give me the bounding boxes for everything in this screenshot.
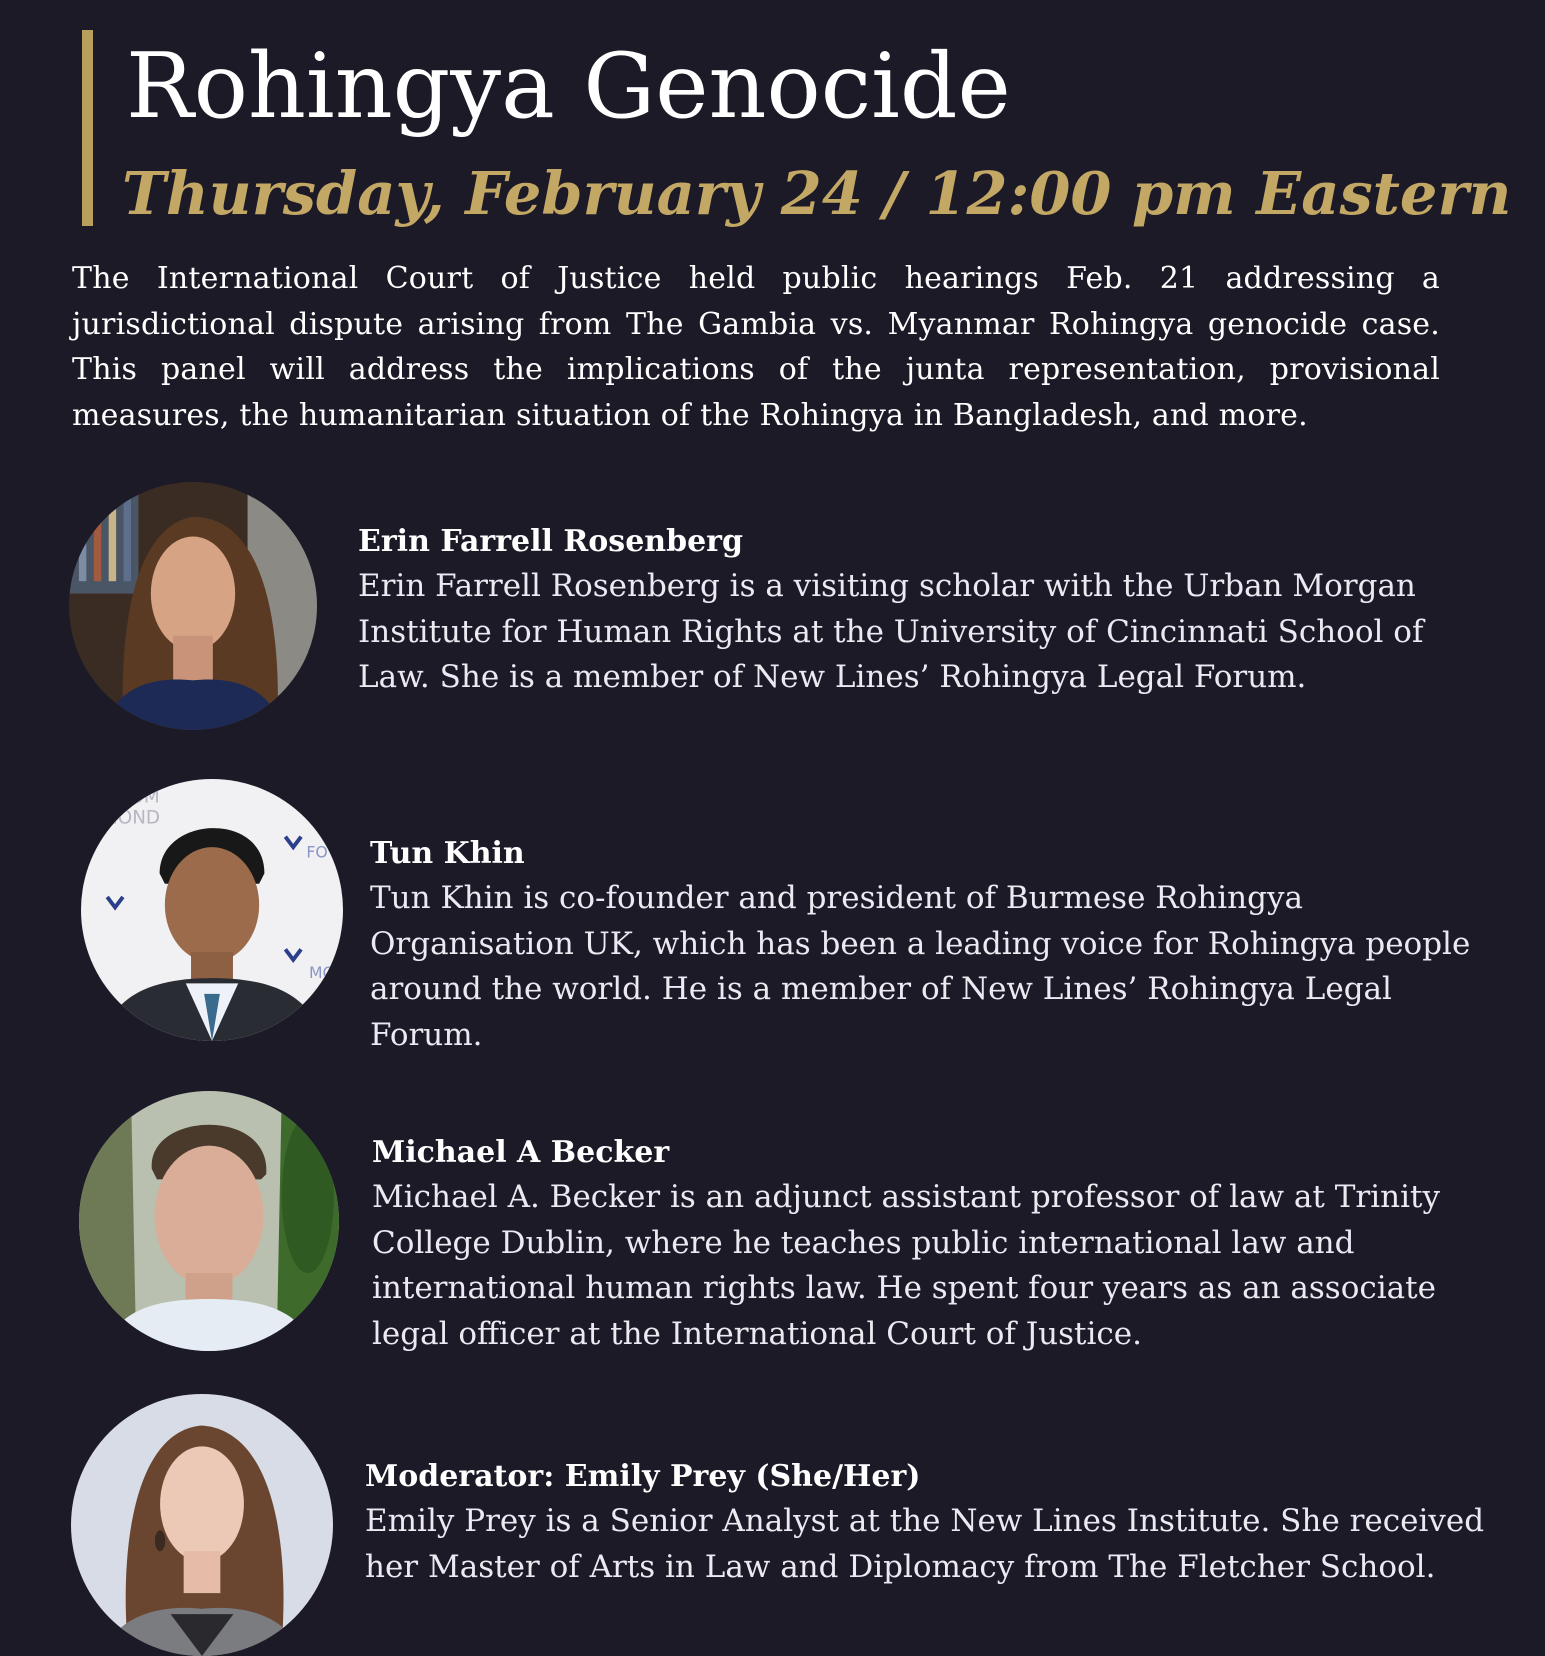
svg-text:FO: FO <box>306 842 328 862</box>
svg-text:MOND: MOND <box>101 807 161 829</box>
svg-text:RUM: RUM <box>117 786 160 808</box>
speaker-text-khin <box>370 831 1490 1058</box>
speaker-text-rosenberg <box>358 519 1498 701</box>
speaker-photo-becker <box>79 1091 339 1351</box>
speaker-photo-prey <box>71 1394 333 1656</box>
speaker-name: Michael A Becker <box>372 1135 670 1170</box>
speaker-bio: Emily Prey is a Senior Analyst at the New Lines Institute. She received her Master of Arts in Law and Diplomacy from The Fletcher School. <box>365 1503 1485 1585</box>
speaker-name: Tun Khin <box>370 836 525 871</box>
title-accent-bar <box>82 30 93 226</box>
svg-text:MO: MO <box>308 963 335 983</box>
event-description: The International Court of Justice held public hearings Feb. 21 addressing a jurisdictional dispute arising from The Gambia vs. Myanmar Rohingya genocide case. This panel will address the implications of the junta representation, provisional measures, the humanitarian situation of the Rohingya in Bangladesh, and more. <box>72 261 1440 433</box>
speaker-name: Moderator: Emily Prey (She/Her) <box>365 1459 921 1494</box>
speaker-name: Erin Farrell Rosenberg <box>358 524 743 559</box>
speaker-bio: Michael A. Becker is an adjunct assistant professor of law at Trinity College Dublin, where he teaches public international law and international human rights law. He spent four years as an associate legal officer at the International Court of Justice. <box>372 1179 1440 1352</box>
speaker-bio: Tun Khin is co-founder and president of Burmese Rohingya Organisation UK, which has been a leading voice for Rohingya people around the world. He is a member of New Lines’ Rohingya Legal Forum. <box>370 880 1471 1053</box>
event-title: Rohingya Genocide <box>126 34 1011 139</box>
event-datetime: Thursday, February 24 / 12:00 pm Eastern <box>122 159 1512 228</box>
speaker-text-becker <box>372 1130 1492 1357</box>
speaker-photo-rosenberg <box>69 482 317 730</box>
speaker-text-prey <box>365 1454 1490 1590</box>
speaker-bio: Erin Farrell Rosenberg is a visiting scholar with the Urban Morgan Institute for Human Rights at the University of Cincinnati School of Law. She is a member of New Lines’ Rohingya Legal Forum. <box>358 568 1424 695</box>
speaker-photo-khin <box>81 779 343 1041</box>
